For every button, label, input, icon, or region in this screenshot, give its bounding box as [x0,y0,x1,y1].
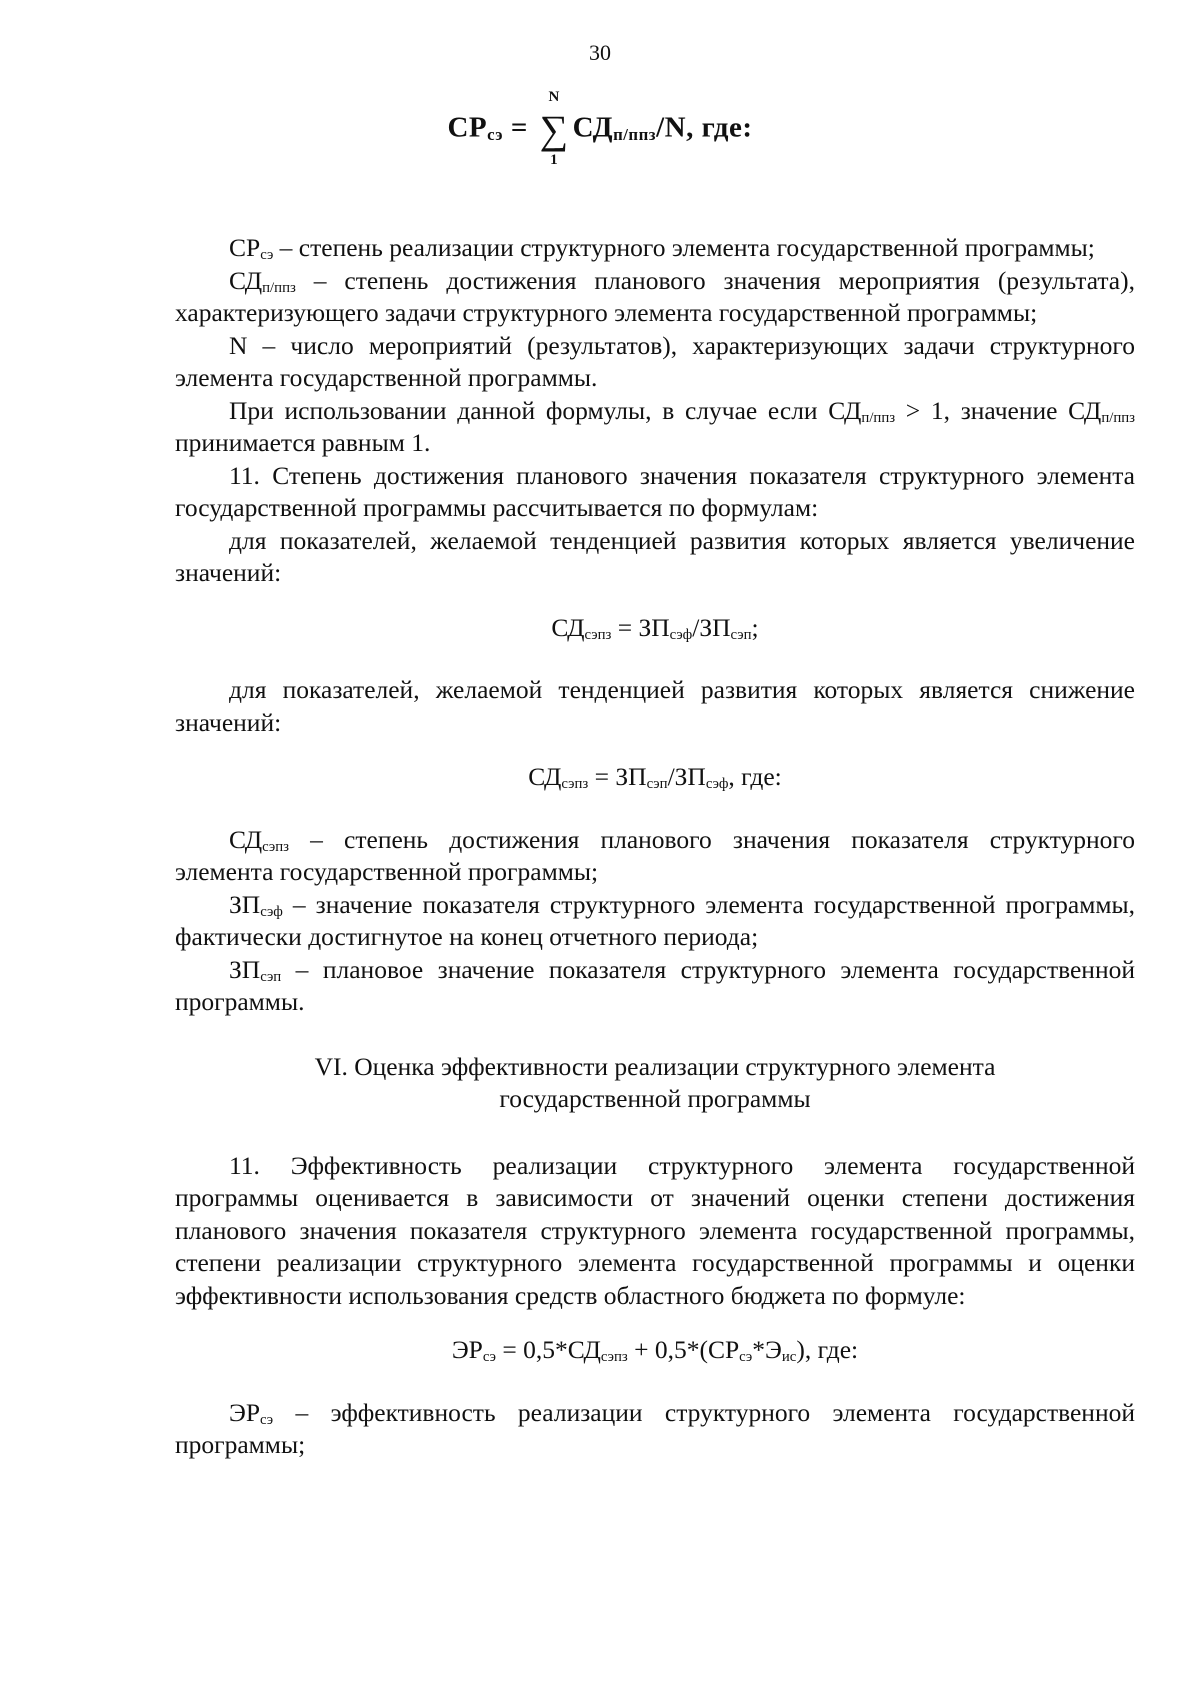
document-body [175,232,1135,1462]
fd-eq: = ЗП [588,762,647,791]
fer-p1: = 0,5*СД [495,1335,601,1364]
def-er [175,1397,1135,1462]
usage-part3: принимается равным 1. [175,428,431,457]
formula-main-eq: = [510,111,528,144]
fi-a-sub: сэпз [584,626,612,643]
fd-end: , где: [728,762,782,791]
item-11-degree: 11. Степень достижения планового значения показателя структурного элемента государственной программы рассчитывается по формулам: [175,460,1135,522]
def2-sd-symbol: СД [229,824,263,854]
fer-a-sub: сэ [482,1348,496,1365]
fi-eq: = ЗП [611,612,670,642]
usage-sub1: п/ппз [861,409,896,426]
formula-main-lhs-sub: сэ [487,125,504,145]
section-heading-line1: VI. Оценка эффективности реализации структурного элемента [314,1051,996,1081]
def2-zpf-text: – значение показателя структурного элемента государственной программы, фактически достигнутое на конец отчетного периода; [175,889,1135,951]
def2-zpf-symbol: ЗП [229,889,261,919]
fer-a: ЭР [451,1335,483,1364]
section-heading-line2: государственной программы [499,1084,811,1113]
fi-c-sub: сэп [730,626,752,643]
sum-upper-limit: N [548,89,560,105]
formula-main-term: СД [572,111,614,144]
formula-increase [175,612,1135,645]
formula-decrease [175,761,1135,794]
fer-b-sub: сэпз [600,1348,628,1365]
def-sr [175,232,1135,265]
item-11-efficiency: 11. Эффективность реализации структурного элемента государственной программы оценивается в зависимости от значений оценки степени достижения планового значения показателя структурного элемента государственной программы, степени реализации структурного элемента государственной программы и оценки эффективности использования средств областного бюджета по формуле: [175,1150,1135,1310]
usage-part1: При использовании данной формулы, в случае если СД [229,395,862,425]
def-er-sub: сэ [260,1411,274,1428]
def-er-symbol: ЭР [229,1397,261,1427]
sigma-icon: ∑ [539,107,569,152]
formula-main-rest: /N, где: [656,111,753,144]
def2-zpp-symbol: ЗП [229,954,261,984]
fer-p2: + 0,5*(СР [627,1335,740,1364]
increase-text: для показателей, желаемой тенденцией развития которых является увеличение значений: [175,525,1135,587]
def-sd-sub: п/ппз [262,279,296,296]
formula-main-lhs: СР [447,111,488,144]
fi-div: /ЗП [692,612,731,642]
fd-div: /ЗП [667,762,706,791]
fer-end: ), где: [796,1335,859,1364]
def-n: N – число мероприятий (результатов), характеризующих задачи структурного элемента государственной программы. [175,330,1135,392]
def2-sd-text: – степень достижения планового значения показателя структурного элемента государственной программы; [175,824,1135,886]
sum-lower-limit: 1 [550,152,559,168]
def-er-text: – эффективность реализации структурного элемента государственной программы; [175,1397,1135,1459]
def2-zpf [175,889,1135,954]
fd-b-sub: сэп [646,775,668,792]
formula-main-term-sub: п/ппз [613,125,657,145]
section-heading [175,1051,1135,1116]
def2-sd-sub: сэпз [262,838,289,855]
usage-note [175,395,1135,460]
def-sd [175,265,1135,330]
fd-a-sub: сэпз [561,775,589,792]
fi-a: СД [551,612,585,642]
fd-a: СД [528,762,562,791]
usage-part2: > 1, значение СД [895,395,1102,425]
fi-end: ; [751,612,759,642]
fd-c-sub: сэф [705,775,729,792]
fer-c-sub: сэ [739,1348,753,1365]
sum-sign [539,89,569,168]
decrease-text: для показателей, желаемой тенденцией развития которых является снижение значений: [175,675,1135,737]
def2-zpp [175,954,1135,1019]
def2-zpp-sub: сэп [260,968,282,985]
fer-d-sub: ис [781,1348,797,1365]
usage-sub2: п/ппз [1101,409,1135,426]
def-sd-text: – степень достижения планового значения мероприятия (результата), характеризующего задачи структурного элемента государственной программы; [175,265,1135,327]
def-sd-symbol: СД [229,265,263,295]
page-number: 30 [589,40,611,65]
fi-b-sub: сэф [669,626,693,643]
def2-zpf-sub: сэф [260,903,283,920]
formula-er [175,1334,1135,1367]
def-sr-sub: сэ [260,246,274,263]
def2-sd [175,824,1135,889]
def-sr-text: – степень реализации структурного элемента государственной программы; [273,233,1095,262]
formula-main [0,89,1200,168]
fer-p3: *Э [752,1335,782,1364]
def-sr-symbol: СР [229,233,261,262]
def2-zpp-text: – плановое значение показателя структурного элемента государственной программы. [175,954,1135,1016]
